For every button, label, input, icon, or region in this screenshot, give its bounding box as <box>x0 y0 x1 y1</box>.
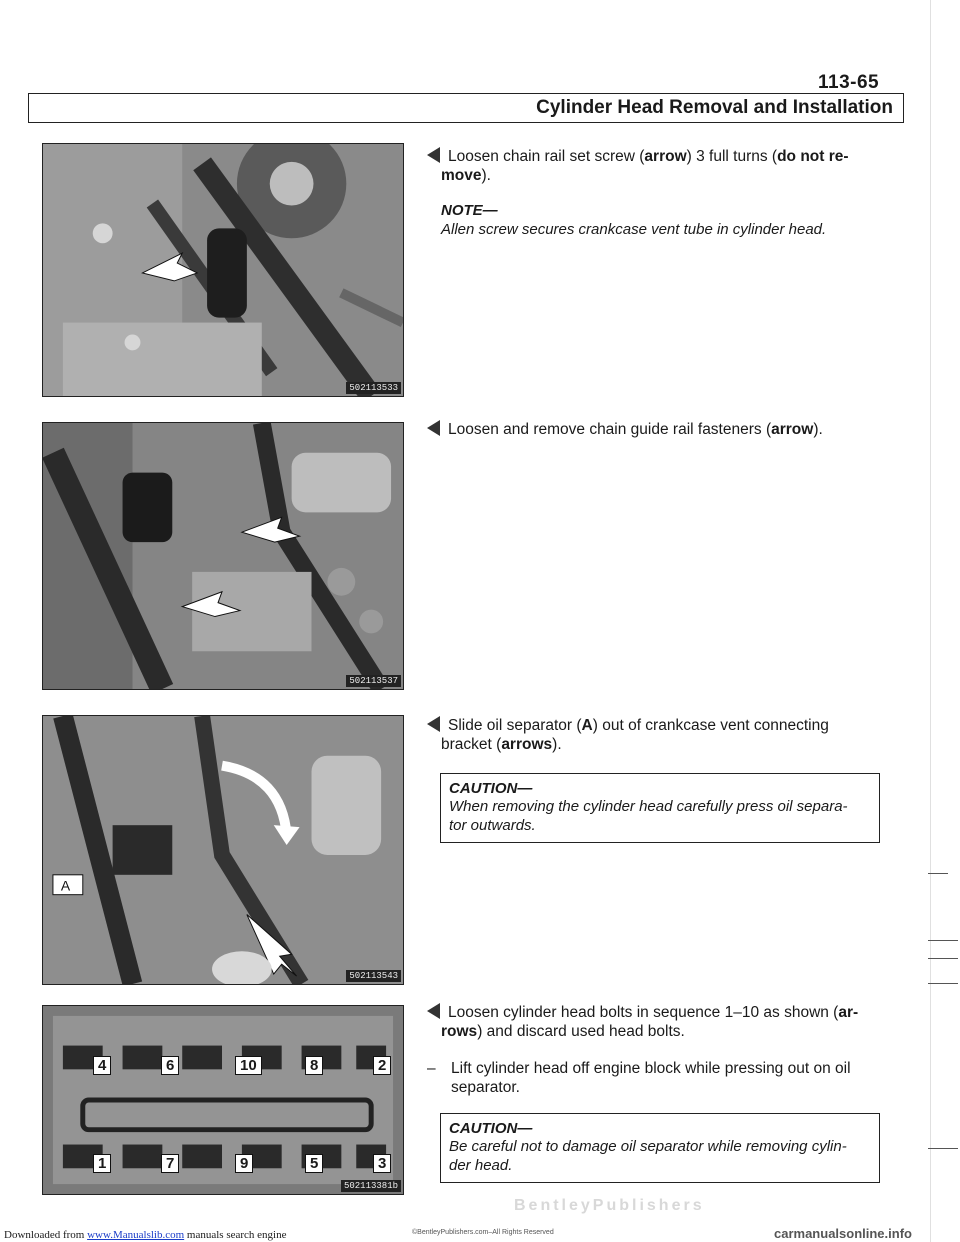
engine-photo-4 <box>42 1005 404 1195</box>
engine-photo-3-image <box>43 716 403 984</box>
page-number: 113-65 <box>818 72 880 93</box>
footer-copyright: ©BentleyPublishers.com–All Rights Reserved <box>412 1229 554 1236</box>
step-3 <box>427 716 897 754</box>
step-4-line-1: Loosen cylinder head bolts in sequence 1–10 as shown (ar- <box>427 1003 897 1022</box>
step-2 <box>427 420 897 439</box>
caution-line: When removing the cylinder head carefully press oil separa- <box>449 798 848 815</box>
bolt-label: 10 <box>235 1056 262 1075</box>
margin-tick <box>928 983 958 984</box>
bolt-label: 3 <box>373 1154 391 1173</box>
section-title: Cylinder Head Removal and Installation <box>536 97 893 118</box>
margin-line <box>930 0 931 1242</box>
section-title-box <box>28 93 904 123</box>
footer-site: carmanualsonline.info <box>774 1226 912 1241</box>
margin-tick <box>928 1148 958 1149</box>
step-4 <box>427 1003 897 1097</box>
photo-id: 502113381b <box>341 1180 401 1192</box>
step-2-line-1: Loosen and remove chain guide rail fasteners (arrow). <box>427 420 897 439</box>
caution-heading: CAUTION— <box>449 1120 533 1137</box>
margin-tick <box>928 958 958 959</box>
step-1-line-2: move). <box>441 167 491 184</box>
note-body: Allen screw secures crankcase vent tube in cylinder head. <box>441 221 827 238</box>
pointer-arrow-icon <box>427 420 440 436</box>
dash-item-line-2: separator. <box>451 1079 520 1096</box>
photo-id: 502113543 <box>346 970 401 982</box>
caution-box-1 <box>440 773 880 843</box>
step-1 <box>427 147 897 239</box>
caution-line: der head. <box>449 1157 513 1174</box>
note-heading: NOTE— <box>441 202 498 219</box>
pointer-arrow-icon <box>427 147 440 163</box>
caution-line: tor outwards. <box>449 817 536 834</box>
pointer-arrow-icon <box>427 716 440 732</box>
engine-photo-1-image <box>43 144 403 396</box>
engine-photo-3 <box>42 715 404 985</box>
bolt-label: 9 <box>235 1154 253 1173</box>
bolt-label: 4 <box>93 1056 111 1075</box>
photo-id: 502113533 <box>346 382 401 394</box>
bolt-label: 5 <box>305 1154 323 1173</box>
bolt-label: 6 <box>161 1056 179 1075</box>
svg-text:A: A <box>60 877 71 894</box>
caution-line: Be careful not to damage oil separator while removing cylin- <box>449 1138 847 1155</box>
bolt-label: 8 <box>305 1056 323 1075</box>
caution-box-2 <box>440 1113 880 1183</box>
bolt-label: 7 <box>161 1154 179 1173</box>
dash-item: – Lift cylinder head off engine block while pressing out on oil <box>427 1060 851 1077</box>
step-3-line-1: Slide oil separator (A) out of crankcase vent connecting <box>427 716 897 735</box>
watermark: BentleyPublishers <box>514 1197 705 1214</box>
engine-photo-2-image <box>43 423 403 689</box>
pointer-arrow-icon <box>427 1003 440 1019</box>
bolt-label: 2 <box>373 1056 391 1075</box>
step-3-line-2: bracket (arrows). <box>441 736 562 753</box>
caution-heading: CAUTION— <box>449 780 533 797</box>
margin-tick <box>928 940 958 941</box>
bolt-label: 1 <box>93 1154 111 1173</box>
margin-tick <box>928 873 948 874</box>
step-1-line-1: Loosen chain rail set screw (arrow) 3 full turns (do not re- <box>427 147 897 166</box>
step-4-line-2: rows) and discard used head bolts. <box>441 1023 685 1040</box>
photo-id: 502113537 <box>346 675 401 687</box>
engine-photo-1 <box>42 143 404 397</box>
engine-photo-2 <box>42 422 404 690</box>
manualslib-link[interactable]: www.Manualslib.com <box>87 1229 185 1241</box>
footer-download-notice: Downloaded from www.Manualslib.com manuals search engine <box>4 1229 287 1241</box>
